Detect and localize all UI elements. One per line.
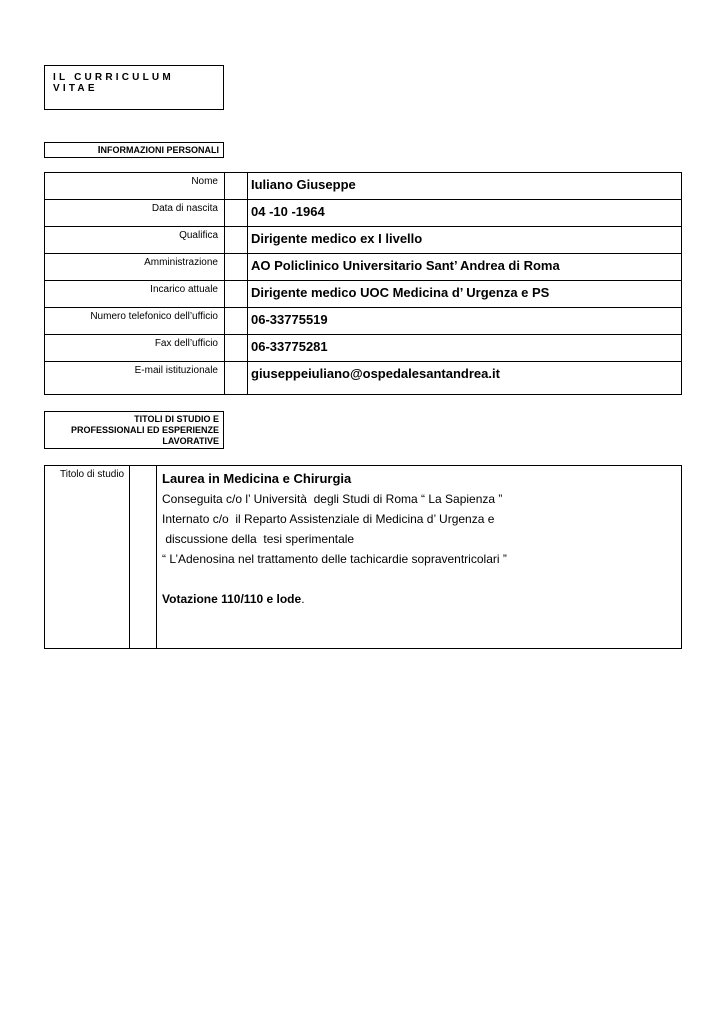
info-row: [45, 335, 682, 362]
spacer-cell: [130, 466, 157, 649]
personal-info-table: [44, 172, 682, 395]
info-row: [45, 308, 682, 335]
section-label-line2: PROFESSIONALI ED ESPERIENZE: [70, 425, 219, 435]
info-row: [45, 200, 682, 227]
info-label: Nome: [45, 173, 225, 200]
final-grade-value: Votazione 110/110 e lode: [162, 592, 302, 606]
education-section-label: [44, 411, 224, 449]
info-row: [45, 227, 682, 254]
education-row: [45, 466, 682, 649]
section-label-rest: NFORMAZIONI PERSONALI: [100, 145, 219, 155]
info-label: Numero telefonico dell’ufficio: [45, 308, 225, 335]
spacer-cell: [225, 281, 248, 308]
spacer-cell: [225, 227, 248, 254]
info-value: 04 -10 -1964: [248, 200, 682, 227]
info-row: [45, 281, 682, 308]
info-value: Dirigente medico ex I livello: [248, 227, 682, 254]
info-value: 06-33775519: [248, 308, 682, 335]
document-title: IL CURRICULUM VITAE: [44, 65, 224, 110]
degree-internship: Internato c/o il Reparto Assistenziale di Medicina d’ Urgenza e: [162, 512, 495, 526]
spacer-cell: [225, 308, 248, 335]
info-label: Qualifica: [45, 227, 225, 254]
education-label: Titolo di studio: [45, 466, 130, 649]
spacer-cell: [225, 173, 248, 200]
info-row: [45, 362, 682, 395]
thesis-title: “ L’Adenosina nel trattamento delle tachicardie sopraventricolari ”: [162, 552, 507, 566]
info-value: giuseppeiuliano@ospedalesantandrea.it: [248, 362, 682, 395]
degree-university: Conseguita c/o l’ Università degli Studi di Roma “ La Sapienza ”: [162, 492, 503, 506]
spacer-cell: [225, 200, 248, 227]
education-details: [157, 466, 682, 649]
spacer-cell: [225, 362, 248, 395]
info-value: Dirigente medico UOC Medicina d’ Urgenza e PS: [248, 281, 682, 308]
section-label-line3: LAVORATIVE: [162, 436, 219, 446]
personal-info-section-label: [44, 142, 224, 158]
section-label-initial: I: [97, 145, 101, 156]
spacer-cell: [225, 335, 248, 362]
info-value: 06-33775281: [248, 335, 682, 362]
info-label: Data di nascita: [45, 200, 225, 227]
info-label: Amministrazione: [45, 254, 225, 281]
final-grade-suffix: .: [301, 592, 305, 606]
final-grade: [162, 589, 681, 609]
education-table: [44, 465, 682, 649]
degree-thesis-discussion: discussione della tesi sperimentale: [162, 532, 355, 546]
info-label: Fax dell’ufficio: [45, 335, 225, 362]
degree-title: Laurea in Medicina e Chirurgia: [162, 471, 352, 486]
info-label: Incarico attuale: [45, 281, 225, 308]
info-row: [45, 254, 682, 281]
info-row: [45, 173, 682, 200]
info-value: AO Policlinico Universitario Sant’ Andrea di Roma: [248, 254, 682, 281]
info-label: E-mail istituzionale: [45, 362, 225, 395]
section-label-line1: TITOLI DI STUDIO E: [134, 414, 219, 424]
info-value: Iuliano Giuseppe: [248, 173, 682, 200]
spacer-cell: [225, 254, 248, 281]
